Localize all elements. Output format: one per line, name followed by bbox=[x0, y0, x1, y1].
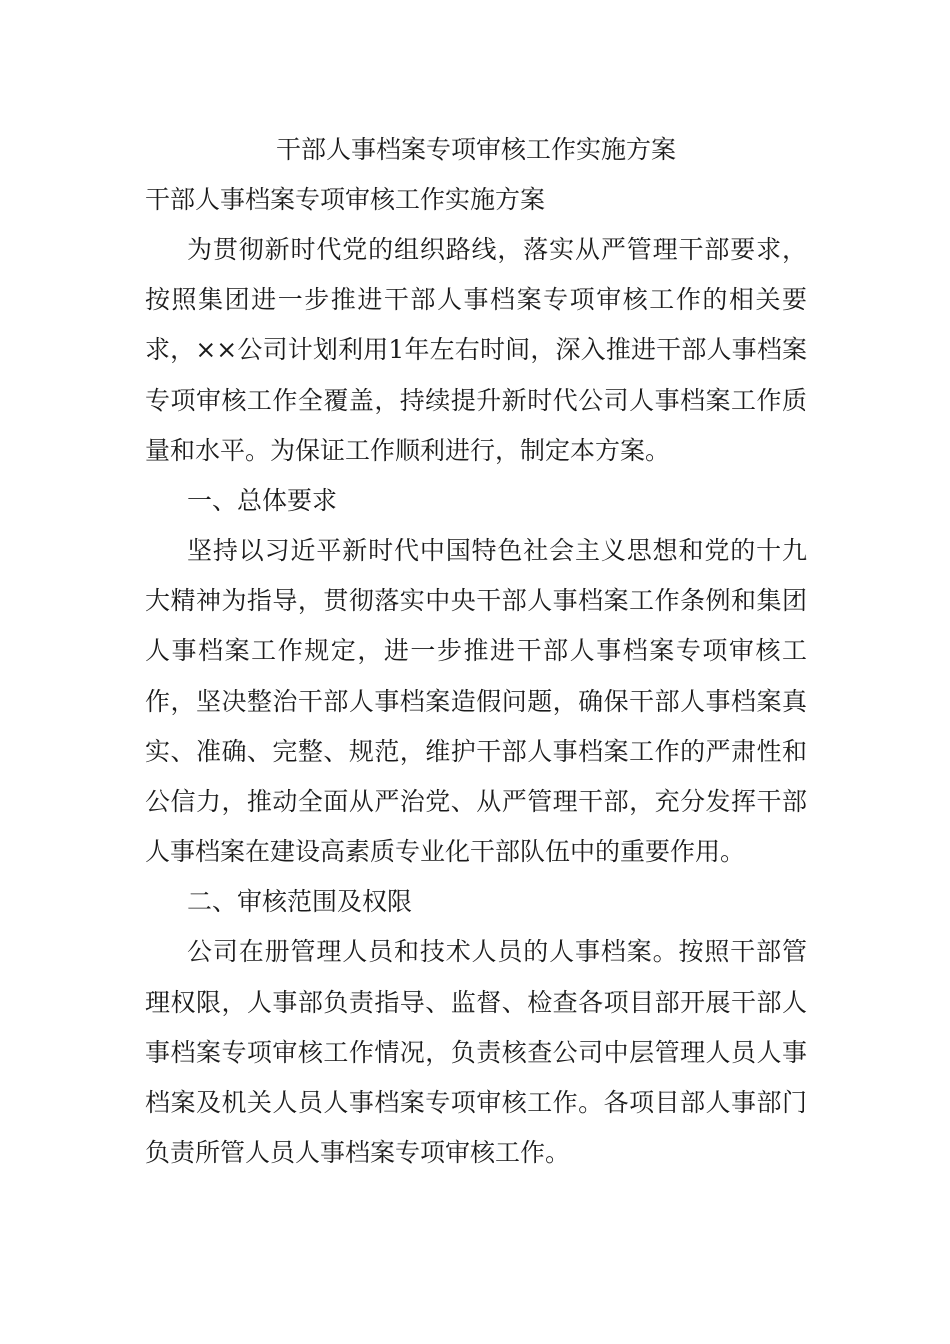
document-title: 干部人事档案专项审核工作实施方案 bbox=[275, 135, 676, 164]
intro-paragraph: 为贯彻新时代党的组织路线，落实从严管理干部要求，按照集团进一步推进干部人事档案专项审核工作的相关要求，××公司计划利用1年左右时间，深入推进干部人事档案专项审核工作全覆盖，持续提升新时代公司人事档案工作质量和水平。为保证工作顺利进行，制定本方案。 bbox=[145, 235, 807, 465]
section-heading-scope-and-authority: 二、审核范围及权限 bbox=[187, 887, 413, 917]
section-heading-overall-requirements: 一、总体要求 bbox=[187, 486, 338, 516]
document-subtitle: 干部人事档案专项审核工作实施方案 bbox=[145, 185, 546, 214]
document-content bbox=[145, 125, 807, 1178]
scope-and-authority-paragraph: 公司在册管理人员和技术人员的人事档案。按照干部管理权限，人事部负责指导、监督、检查各项目部开展干部人事档案专项审核工作情况，负责核查公司中层管理人员人事档案及机关人员人事档案专项审核工作。各项目部人事部门负责所管人员人事档案专项审核工作。 bbox=[145, 937, 807, 1168]
overall-requirements-paragraph: 坚持以习近平新时代中国特色社会主义思想和党的十九大精神为指导，贯彻落实中央干部人事档案工作条例和集团人事档案工作规定，进一步推进干部人事档案专项审核工作，坚决整治干部人事档案造假问题，确保干部人事档案真实、准确、完整、规范，维护干部人事档案工作的严肃性和公信力，推动全面从严治党、从严管理干部，充分发挥干部人事档案在建设高素质专业化干部队伍中的重要作用。 bbox=[145, 536, 807, 867]
